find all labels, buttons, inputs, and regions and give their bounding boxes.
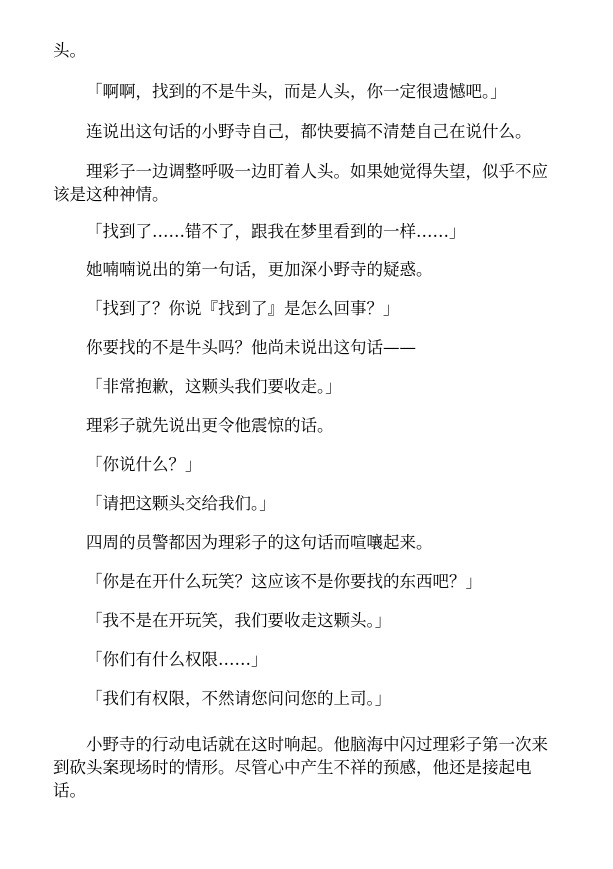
paragraph-dialogue: 「请把这颗头交给我们。」 — [86, 494, 276, 513]
paragraph-dialogue: 「非常抱歉，这颗头我们要收走。」 — [86, 377, 342, 396]
paragraph-narration: 理彩子一边调整呼吸一边盯着人头。如果她觉得失望，似乎不应该是这种神情。 — [53, 162, 548, 204]
paragraph-narration: 连说出这句话的小野寺自己，都快要搞不清楚自己在说什么。 — [86, 122, 532, 141]
paragraph-dialogue: 「找到了？你说『找到了』是怎么回事？」 — [86, 299, 400, 318]
paragraph-narration: 你要找的不是牛头吗？他尚未说出这句话—— — [86, 338, 416, 357]
paragraph-dialogue: 「你是在开什么玩笑？这应该不是你要找的东西吧？」 — [86, 572, 482, 591]
paragraph-narration: 四周的员警都因为理彩子的这句话而喧嚷起来。 — [86, 533, 433, 552]
paragraph-dialogue: 「你们有什么权限……」 — [86, 650, 268, 669]
paragraph-dialogue: 「找到了……错不了，跟我在梦里看到的一样……」 — [86, 222, 466, 241]
paragraph-dialogue: 「你说什么？」 — [86, 455, 202, 474]
paragraph-narration: 她喃喃说出的第一句话，更加深小野寺的疑惑。 — [86, 260, 433, 279]
paragraph-dialogue: 「啊啊，找到的不是牛头，而是人头，你一定很遗憾吧。」 — [86, 82, 507, 101]
paragraph-dialogue: 「我们有权限，不然请您问问您的上司。」 — [86, 689, 392, 708]
paragraph-narration: 小野寺的行动电话就在这时响起。他脑海中闪过理彩子第一次来到砍头案现场时的情形。尽管心中产生不祥的预感，他还是接起电话。 — [53, 735, 548, 800]
paragraph-narration: 理彩子就先说出更令他震惊的话。 — [86, 416, 334, 435]
paragraph-continuation: 头。 — [53, 41, 86, 60]
paragraph-dialogue: 「我不是在开玩笑，我们要收走这颗头。」 — [86, 611, 392, 630]
